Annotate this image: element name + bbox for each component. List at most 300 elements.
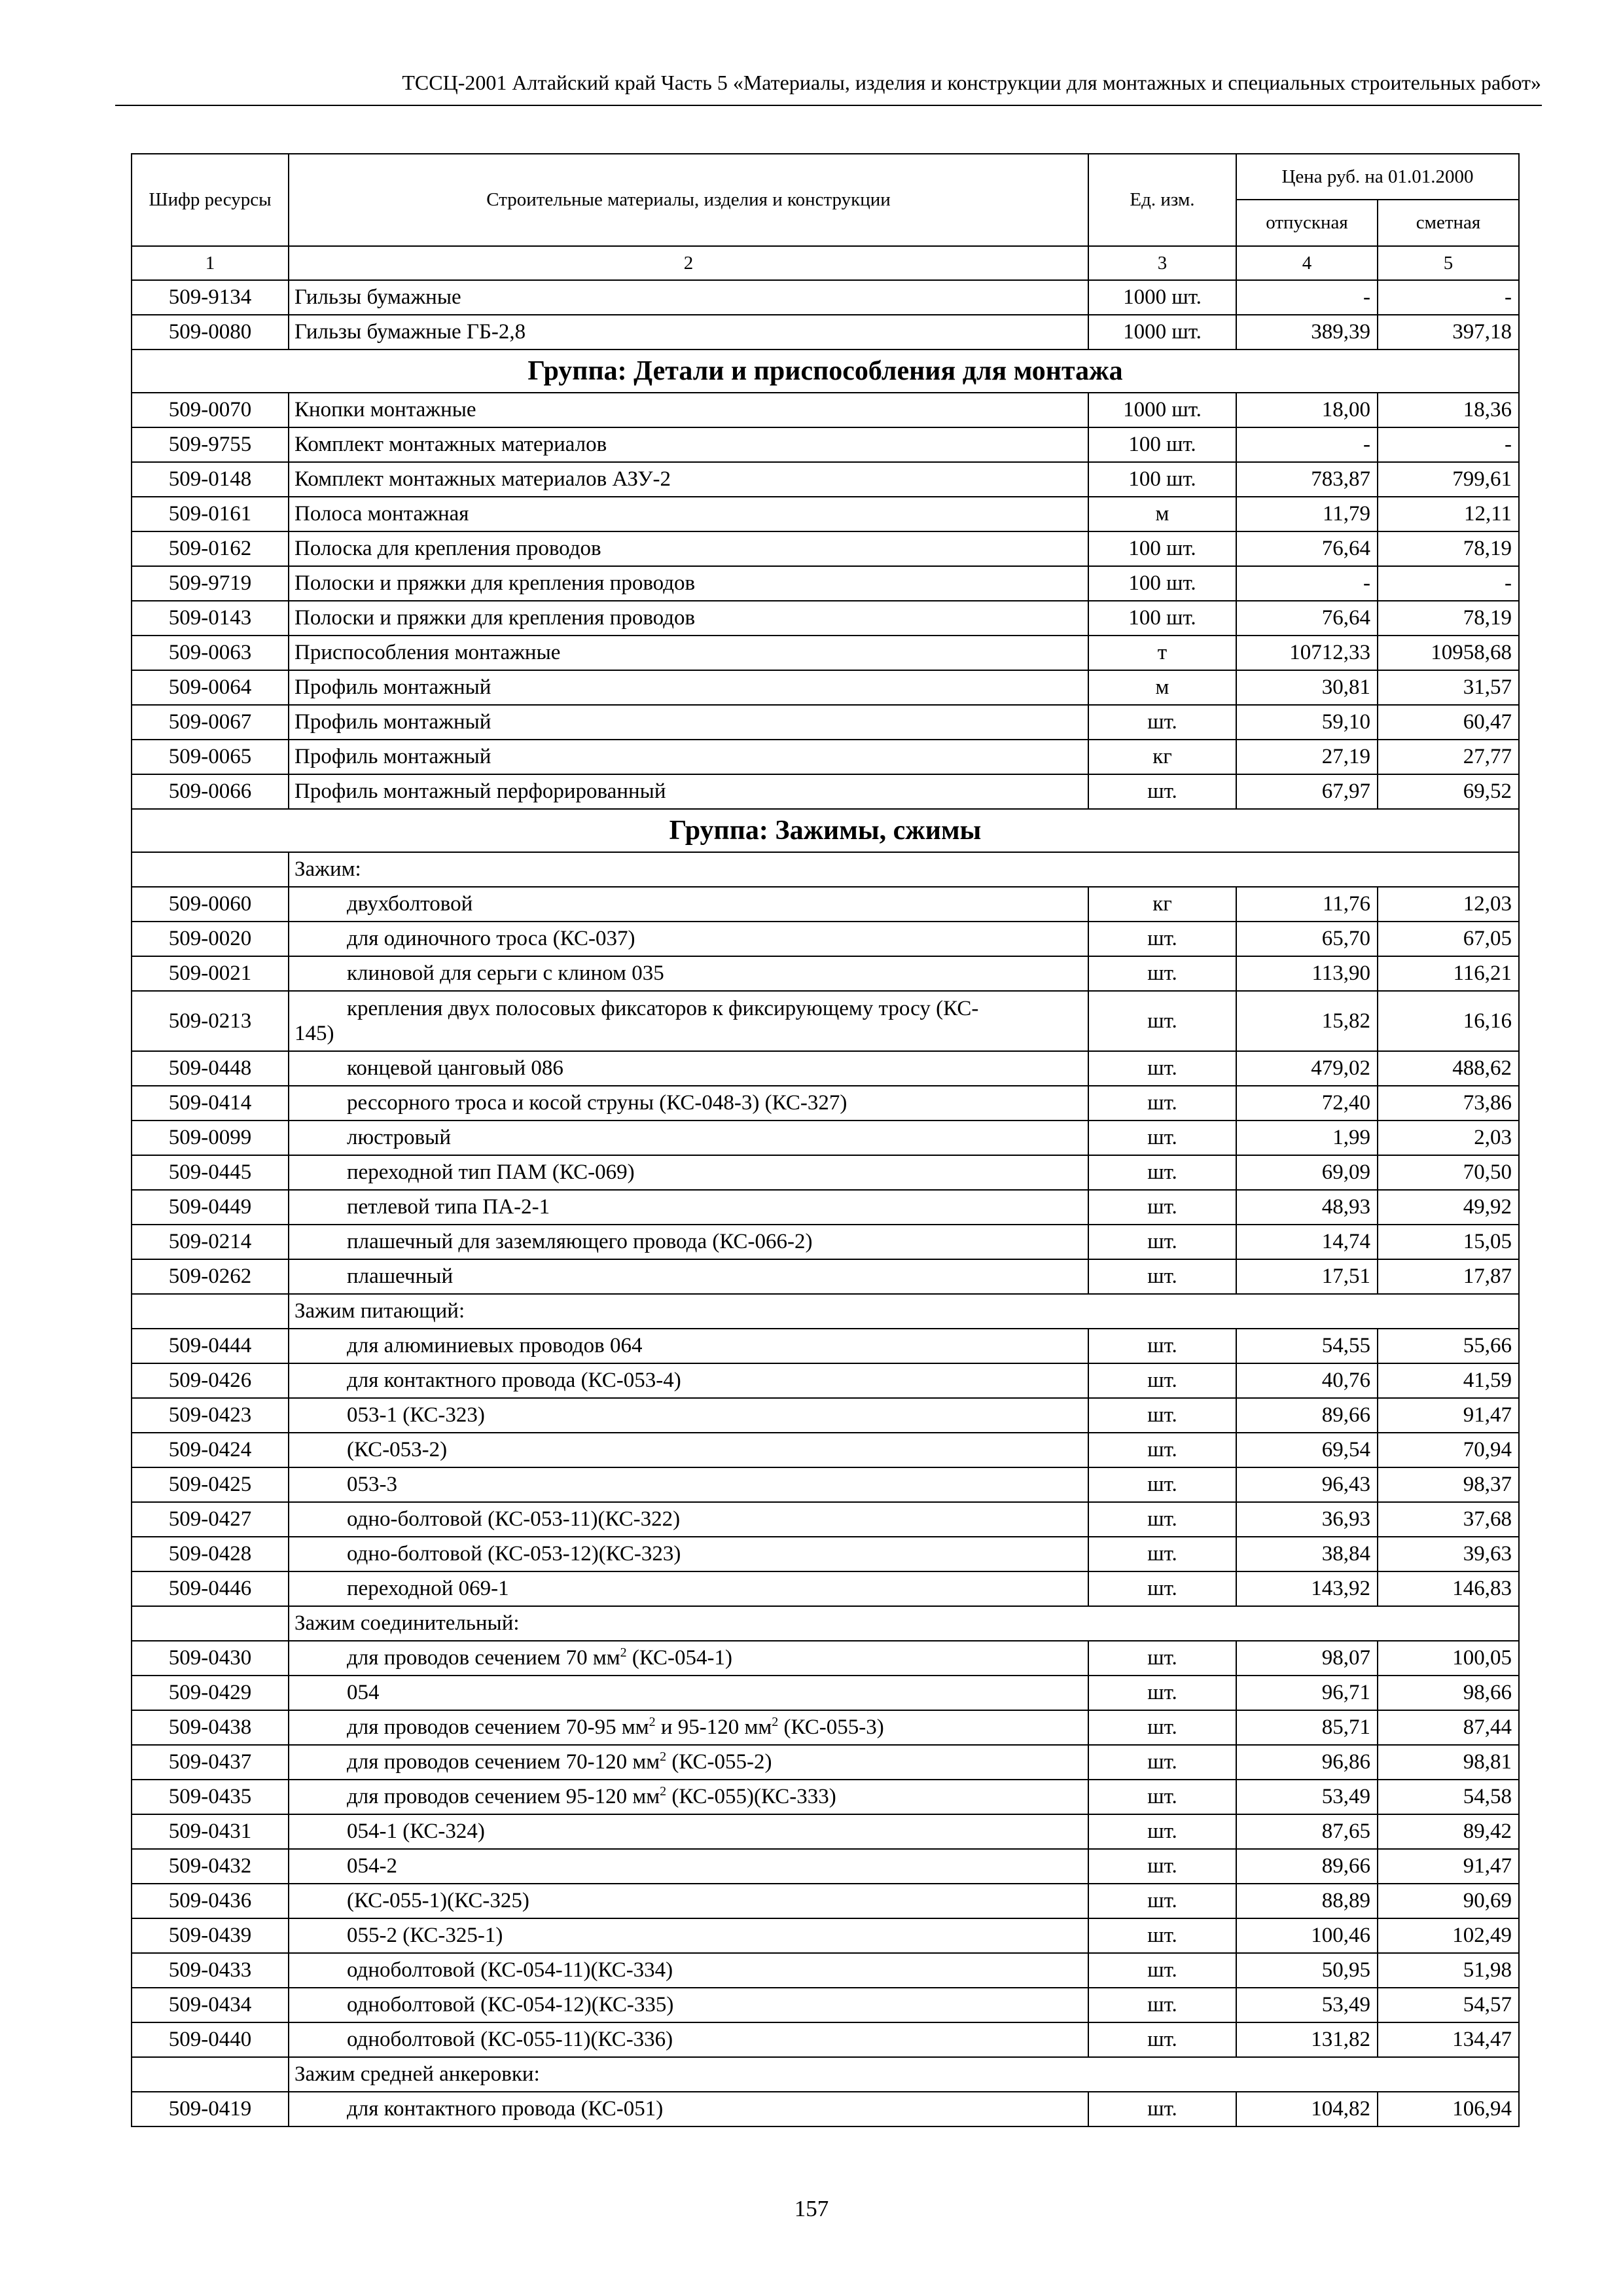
table-row [132, 280, 1519, 315]
running-header: ТССЦ-2001 Алтайский край Часть 5 «Материалы, изделия и конструкции для монтажных и специальных строительных работ» [402, 71, 1541, 94]
release-price: 96,43 [1236, 1467, 1378, 1502]
release-price: 14,74 [1236, 1225, 1378, 1259]
release-price: 131,82 [1236, 2022, 1378, 2057]
estimate-price: 100,05 [1378, 1641, 1519, 1676]
resource-code: 509-0438 [132, 1710, 289, 1745]
material-name: Профиль монтажный [289, 705, 1088, 740]
estimate-price: 12,11 [1378, 497, 1519, 531]
table-row [132, 427, 1519, 462]
estimate-price: 10958,68 [1378, 636, 1519, 670]
empty-code-cell [132, 1606, 289, 1641]
release-price: 98,07 [1236, 1641, 1378, 1676]
unit-of-measure: шт. [1088, 1433, 1236, 1467]
unit-of-measure: шт. [1088, 2092, 1236, 2126]
header-code: Шифр ресурсы [132, 154, 289, 246]
release-price: 65,70 [1236, 922, 1378, 956]
release-price: - [1236, 427, 1378, 462]
name-part: для проводов сечением 70-95 мм [347, 1715, 649, 1740]
material-name: переходной тип ПАМ (КС-069) [289, 1155, 1088, 1190]
material-name: 053-1 (КС-323) [289, 1398, 1088, 1433]
release-price: - [1236, 280, 1378, 315]
superscript: 2 [660, 1784, 667, 1799]
unit-of-measure: м [1088, 670, 1236, 705]
resource-code: 509-0427 [132, 1502, 289, 1537]
release-price: 76,64 [1236, 531, 1378, 566]
table-row [132, 956, 1519, 991]
table-row [132, 1086, 1519, 1121]
unit-of-measure: 1000 шт. [1088, 393, 1236, 427]
table-row [132, 601, 1519, 636]
unit-of-measure: шт. [1088, 1918, 1236, 1953]
resource-code: 509-0449 [132, 1190, 289, 1225]
unit-of-measure: шт. [1088, 1363, 1236, 1398]
resource-code: 509-0426 [132, 1363, 289, 1398]
material-name: одно-болтовой (КС-053-11)(КС-322) [289, 1502, 1088, 1537]
page-number: 157 [794, 2196, 829, 2221]
estimate-price: 37,68 [1378, 1502, 1519, 1537]
resource-code: 509-0064 [132, 670, 289, 705]
empty-code-cell [132, 2057, 289, 2092]
material-name [289, 1780, 1088, 1814]
release-price: 48,93 [1236, 1190, 1378, 1225]
release-price: 76,64 [1236, 601, 1378, 636]
resource-code: 509-0437 [132, 1745, 289, 1780]
resource-code: 509-0162 [132, 531, 289, 566]
estimate-price: 106,94 [1378, 2092, 1519, 2126]
unit-of-measure: шт. [1088, 1086, 1236, 1121]
name-line: крепления двух полосовых фиксаторов к фиксирующему тросу (КС- [347, 997, 979, 1020]
release-price: 72,40 [1236, 1086, 1378, 1121]
resource-code: 509-0435 [132, 1780, 289, 1814]
superscript: 2 [620, 1645, 627, 1660]
estimate-price: - [1378, 427, 1519, 462]
unit-of-measure: шт. [1088, 1225, 1236, 1259]
table-row [132, 2092, 1519, 2126]
table-row [132, 636, 1519, 670]
material-name: концевой цанговый 086 [289, 1051, 1088, 1086]
unit-of-measure: 100 шт. [1088, 531, 1236, 566]
resource-code: 509-0444 [132, 1329, 289, 1363]
material-name: 055-2 (КС-325-1) [289, 1918, 1088, 1953]
subgroup-row [132, 852, 1519, 887]
release-price: 389,39 [1236, 315, 1378, 350]
release-price: 10712,33 [1236, 636, 1378, 670]
estimate-price: 799,61 [1378, 462, 1519, 497]
unit-of-measure: м [1088, 497, 1236, 531]
material-name: Кнопки монтажные [289, 393, 1088, 427]
resource-code: 509-0445 [132, 1155, 289, 1190]
estimate-price: 488,62 [1378, 1051, 1519, 1086]
material-name: плашечный [289, 1259, 1088, 1294]
estimate-price: 98,66 [1378, 1676, 1519, 1710]
unit-of-measure: шт. [1088, 1051, 1236, 1086]
table-row [132, 1953, 1519, 1988]
resource-code: 509-0430 [132, 1641, 289, 1676]
estimate-price: 41,59 [1378, 1363, 1519, 1398]
release-price: 18,00 [1236, 393, 1378, 427]
release-price: 96,86 [1236, 1745, 1378, 1780]
material-name: Приспособления монтажные [289, 636, 1088, 670]
table-row [132, 670, 1519, 705]
release-price: 1,99 [1236, 1121, 1378, 1155]
estimate-price: 98,37 [1378, 1467, 1519, 1502]
unit-of-measure: шт. [1088, 1155, 1236, 1190]
name-part: и 95-120 мм [655, 1715, 772, 1740]
material-name: Гильзы бумажные [289, 280, 1088, 315]
resource-code: 509-0060 [132, 887, 289, 922]
unit-of-measure: шт. [1088, 1571, 1236, 1606]
table-row [132, 1884, 1519, 1918]
estimate-price: 16,16 [1378, 991, 1519, 1051]
unit-of-measure: 100 шт. [1088, 566, 1236, 601]
material-name: Профиль монтажный [289, 670, 1088, 705]
release-price: 100,46 [1236, 1918, 1378, 1953]
resource-code: 509-9755 [132, 427, 289, 462]
estimate-price: 91,47 [1378, 1849, 1519, 1884]
estimate-price: 39,63 [1378, 1537, 1519, 1571]
estimate-price: 2,03 [1378, 1121, 1519, 1155]
estimate-price: 31,57 [1378, 670, 1519, 705]
resource-code: 509-0419 [132, 2092, 289, 2126]
material-name: плашечный для заземляющего провода (КС-066-2) [289, 1225, 1088, 1259]
subgroup-label: Зажим: [289, 852, 1519, 887]
table-row [132, 1155, 1519, 1190]
material-name: одноболтовой (КС-054-11)(КС-334) [289, 1953, 1088, 1988]
estimate-price: 87,44 [1378, 1710, 1519, 1745]
release-price: 17,51 [1236, 1259, 1378, 1294]
release-price: 40,76 [1236, 1363, 1378, 1398]
estimate-price: 116,21 [1378, 956, 1519, 991]
unit-of-measure: т [1088, 636, 1236, 670]
table-row [132, 1121, 1519, 1155]
resource-code: 509-0414 [132, 1086, 289, 1121]
material-name: люстровый [289, 1121, 1088, 1155]
estimate-price: 146,83 [1378, 1571, 1519, 1606]
group-heading-row [132, 350, 1519, 393]
table-row [132, 1918, 1519, 1953]
unit-of-measure: шт. [1088, 1121, 1236, 1155]
resource-code: 509-0436 [132, 1884, 289, 1918]
table-row [132, 1329, 1519, 1363]
resource-code: 509-0439 [132, 1918, 289, 1953]
table-row [132, 1745, 1519, 1780]
release-price: 85,71 [1236, 1710, 1378, 1745]
resource-code: 509-0020 [132, 922, 289, 956]
material-name: Гильзы бумажные ГБ-2,8 [289, 315, 1088, 350]
release-price: 479,02 [1236, 1051, 1378, 1086]
unit-of-measure: шт. [1088, 956, 1236, 991]
material-name: для алюминиевых проводов 064 [289, 1329, 1088, 1363]
col-number: 5 [1378, 246, 1519, 280]
table-row [132, 1710, 1519, 1745]
header-price-group: Цена руб. на 01.01.2000 [1236, 154, 1519, 200]
table-row [132, 1780, 1519, 1814]
name-part: (КС-055)(КС-333) [666, 1785, 836, 1809]
release-price: 88,89 [1236, 1884, 1378, 1918]
resource-code: 509-0433 [132, 1953, 289, 1988]
estimate-price: 78,19 [1378, 531, 1519, 566]
table-row [132, 705, 1519, 740]
release-price: 53,49 [1236, 1988, 1378, 2022]
release-price: 69,54 [1236, 1433, 1378, 1467]
material-name: 054-2 [289, 1849, 1088, 1884]
estimate-price: - [1378, 280, 1519, 315]
estimate-price: 102,49 [1378, 1918, 1519, 1953]
table-row [132, 462, 1519, 497]
table-row [132, 1225, 1519, 1259]
resource-code: 509-0143 [132, 601, 289, 636]
empty-code-cell [132, 1294, 289, 1329]
material-name [289, 1710, 1088, 1745]
name-part: для проводов сечением 70 мм [347, 1646, 620, 1670]
material-name: одноболтовой (КС-055-11)(КС-336) [289, 2022, 1088, 2057]
release-price: 11,79 [1236, 497, 1378, 531]
table-row [132, 497, 1519, 531]
unit-of-measure: 100 шт. [1088, 427, 1236, 462]
material-name: Профиль монтажный перфорированный [289, 774, 1088, 809]
superscript: 2 [660, 1749, 667, 1765]
release-price: 89,66 [1236, 1398, 1378, 1433]
table-row [132, 393, 1519, 427]
superscript: 2 [649, 1715, 656, 1730]
material-name: для контактного провода (КС-051) [289, 2092, 1088, 2126]
release-price: 53,49 [1236, 1780, 1378, 1814]
table-body [132, 280, 1519, 2126]
resource-code: 509-0431 [132, 1814, 289, 1849]
resource-code: 509-0214 [132, 1225, 289, 1259]
unit-of-measure: шт. [1088, 991, 1236, 1051]
unit-of-measure: шт. [1088, 1988, 1236, 2022]
table-row [132, 1814, 1519, 1849]
estimate-price: 17,87 [1378, 1259, 1519, 1294]
release-price: 143,92 [1236, 1571, 1378, 1606]
estimate-price: 18,36 [1378, 393, 1519, 427]
table-row [132, 1676, 1519, 1710]
release-price: 69,09 [1236, 1155, 1378, 1190]
estimate-price: 90,69 [1378, 1884, 1519, 1918]
superscript: 2 [772, 1715, 779, 1730]
table-row [132, 1502, 1519, 1537]
estimate-price: 54,58 [1378, 1780, 1519, 1814]
unit-of-measure: шт. [1088, 1259, 1236, 1294]
release-price: 96,71 [1236, 1676, 1378, 1710]
release-price: 67,97 [1236, 774, 1378, 809]
unit-of-measure: шт. [1088, 1814, 1236, 1849]
material-name: Полоса монтажная [289, 497, 1088, 531]
table-row [132, 1849, 1519, 1884]
header-estimate-price: сметная [1378, 200, 1519, 246]
unit-of-measure: кг [1088, 740, 1236, 774]
price-table [131, 153, 1520, 2127]
material-name: одно-болтовой (КС-053-12)(КС-323) [289, 1537, 1088, 1571]
table-row [132, 1571, 1519, 1606]
material-name: 054-1 (КС-324) [289, 1814, 1088, 1849]
col-number: 4 [1236, 246, 1378, 280]
table-row [132, 1467, 1519, 1502]
material-name [289, 1641, 1088, 1676]
estimate-price: 69,52 [1378, 774, 1519, 809]
estimate-price: - [1378, 566, 1519, 601]
unit-of-measure: 1000 шт. [1088, 315, 1236, 350]
resource-code: 509-0262 [132, 1259, 289, 1294]
unit-of-measure: шт. [1088, 1780, 1236, 1814]
unit-of-measure: шт. [1088, 922, 1236, 956]
material-name: для одиночного троса (КС-037) [289, 922, 1088, 956]
unit-of-measure: шт. [1088, 1398, 1236, 1433]
release-price: 104,82 [1236, 2092, 1378, 2126]
material-name: переходной 069-1 [289, 1571, 1088, 1606]
table-row [132, 566, 1519, 601]
resource-code: 509-0425 [132, 1467, 289, 1502]
header-name: Строительные материалы, изделия и конструкции [289, 154, 1088, 246]
estimate-price: 89,42 [1378, 1814, 1519, 1849]
unit-of-measure: 100 шт. [1088, 462, 1236, 497]
material-name: (КС-053-2) [289, 1433, 1088, 1467]
table-row [132, 2022, 1519, 2057]
estimate-price: 91,47 [1378, 1398, 1519, 1433]
unit-of-measure: шт. [1088, 1745, 1236, 1780]
unit-of-measure: 100 шт. [1088, 601, 1236, 636]
name-part: (КС-055-3) [778, 1715, 884, 1740]
column-number-row [132, 246, 1519, 280]
unit-of-measure: шт. [1088, 1849, 1236, 1884]
table-row [132, 531, 1519, 566]
resource-code: 509-0213 [132, 991, 289, 1051]
material-name: Полоски и пряжки для крепления проводов [289, 566, 1088, 601]
estimate-price: 70,94 [1378, 1433, 1519, 1467]
estimate-price: 70,50 [1378, 1155, 1519, 1190]
estimate-price: 15,05 [1378, 1225, 1519, 1259]
material-name: петлевой типа ПА-2-1 [289, 1190, 1088, 1225]
col-number: 1 [132, 246, 289, 280]
estimate-price: 27,77 [1378, 740, 1519, 774]
release-price: 783,87 [1236, 462, 1378, 497]
subgroup-row [132, 2057, 1519, 2092]
material-name: (КС-055-1)(КС-325) [289, 1884, 1088, 1918]
resource-code: 509-0424 [132, 1433, 289, 1467]
release-price: 54,55 [1236, 1329, 1378, 1363]
estimate-price: 51,98 [1378, 1953, 1519, 1988]
table-row [132, 1190, 1519, 1225]
resource-code: 509-0423 [132, 1398, 289, 1433]
subgroup-label: Зажим питающий: [289, 1294, 1519, 1329]
unit-of-measure: шт. [1088, 2022, 1236, 2057]
estimate-price: 98,81 [1378, 1745, 1519, 1780]
material-name: клиновой для серьги с клином 035 [289, 956, 1088, 991]
material-name: рессорного троса и косой струны (КС-048-3) (КС-327) [289, 1086, 1088, 1121]
unit-of-measure: шт. [1088, 1190, 1236, 1225]
material-name: для контактного провода (КС-053-4) [289, 1363, 1088, 1398]
material-name: одноболтовой (КС-054-12)(КС-335) [289, 1988, 1088, 2022]
material-name: Полоски и пряжки для крепления проводов [289, 601, 1088, 636]
group-heading: Группа: Детали и приспособления для монтажа [132, 350, 1519, 393]
release-price: 38,84 [1236, 1537, 1378, 1571]
table-row [132, 991, 1519, 1051]
material-name: Полоска для крепления проводов [289, 531, 1088, 566]
header-unit: Ед. изм. [1088, 154, 1236, 246]
resource-code: 509-0067 [132, 705, 289, 740]
table-row [132, 774, 1519, 809]
table-row [132, 1641, 1519, 1676]
estimate-price: 54,57 [1378, 1988, 1519, 2022]
price-table-container [131, 153, 1518, 2127]
subgroup-row [132, 1606, 1519, 1641]
table-row [132, 922, 1519, 956]
material-name: двухболтовой [289, 887, 1088, 922]
material-name [289, 991, 1088, 1051]
table-row [132, 740, 1519, 774]
name-part: (КС-055-2) [666, 1750, 772, 1774]
subgroup-row [132, 1294, 1519, 1329]
resource-code: 509-0063 [132, 636, 289, 670]
material-name: Комплект монтажных материалов АЗУ-2 [289, 462, 1088, 497]
table-row [132, 315, 1519, 350]
estimate-price: 55,66 [1378, 1329, 1519, 1363]
table-row [132, 1259, 1519, 1294]
estimate-price: 12,03 [1378, 887, 1519, 922]
release-price: 27,19 [1236, 740, 1378, 774]
release-price: 113,90 [1236, 956, 1378, 991]
resource-code: 509-0021 [132, 956, 289, 991]
unit-of-measure: шт. [1088, 1329, 1236, 1363]
group-heading: Группа: Зажимы, сжимы [132, 809, 1519, 852]
table-row [132, 887, 1519, 922]
table-row [132, 1363, 1519, 1398]
estimate-price: 73,86 [1378, 1086, 1519, 1121]
resource-code: 509-0099 [132, 1121, 289, 1155]
resource-code: 509-9719 [132, 566, 289, 601]
estimate-price: 397,18 [1378, 315, 1519, 350]
resource-code: 509-0440 [132, 2022, 289, 2057]
subgroup-label: Зажим средней анкеровки: [289, 2057, 1519, 2092]
name-part: для проводов сечением 70-120 мм [347, 1750, 660, 1774]
material-name: 054 [289, 1676, 1088, 1710]
unit-of-measure: шт. [1088, 774, 1236, 809]
resource-code: 509-0080 [132, 315, 289, 350]
estimate-price: 60,47 [1378, 705, 1519, 740]
release-price: 36,93 [1236, 1502, 1378, 1537]
resource-code: 509-0429 [132, 1676, 289, 1710]
resource-code: 509-0448 [132, 1051, 289, 1086]
subgroup-label: Зажим соединительный: [289, 1606, 1519, 1641]
release-price: 89,66 [1236, 1849, 1378, 1884]
unit-of-measure: шт. [1088, 1710, 1236, 1745]
release-price: 87,65 [1236, 1814, 1378, 1849]
resource-code: 509-0432 [132, 1849, 289, 1884]
table-row [132, 1398, 1519, 1433]
estimate-price: 49,92 [1378, 1190, 1519, 1225]
table-row [132, 1051, 1519, 1086]
table-row [132, 1988, 1519, 2022]
release-price: 50,95 [1236, 1953, 1378, 1988]
header-rule [115, 105, 1542, 106]
table-row [132, 1537, 1519, 1571]
estimate-price: 78,19 [1378, 601, 1519, 636]
name-part: (КС-054-1) [626, 1646, 733, 1670]
unit-of-measure: шт. [1088, 1676, 1236, 1710]
material-name: 053-3 [289, 1467, 1088, 1502]
material-name: Профиль монтажный [289, 740, 1088, 774]
group-heading-row [132, 809, 1519, 852]
material-name: Комплект монтажных материалов [289, 427, 1088, 462]
release-price: 30,81 [1236, 670, 1378, 705]
col-number: 3 [1088, 246, 1236, 280]
col-number: 2 [289, 246, 1088, 280]
estimate-price: 134,47 [1378, 2022, 1519, 2057]
resource-code: 509-0148 [132, 462, 289, 497]
estimate-price: 67,05 [1378, 922, 1519, 956]
name-part: для проводов сечением 95-120 мм [347, 1785, 660, 1809]
